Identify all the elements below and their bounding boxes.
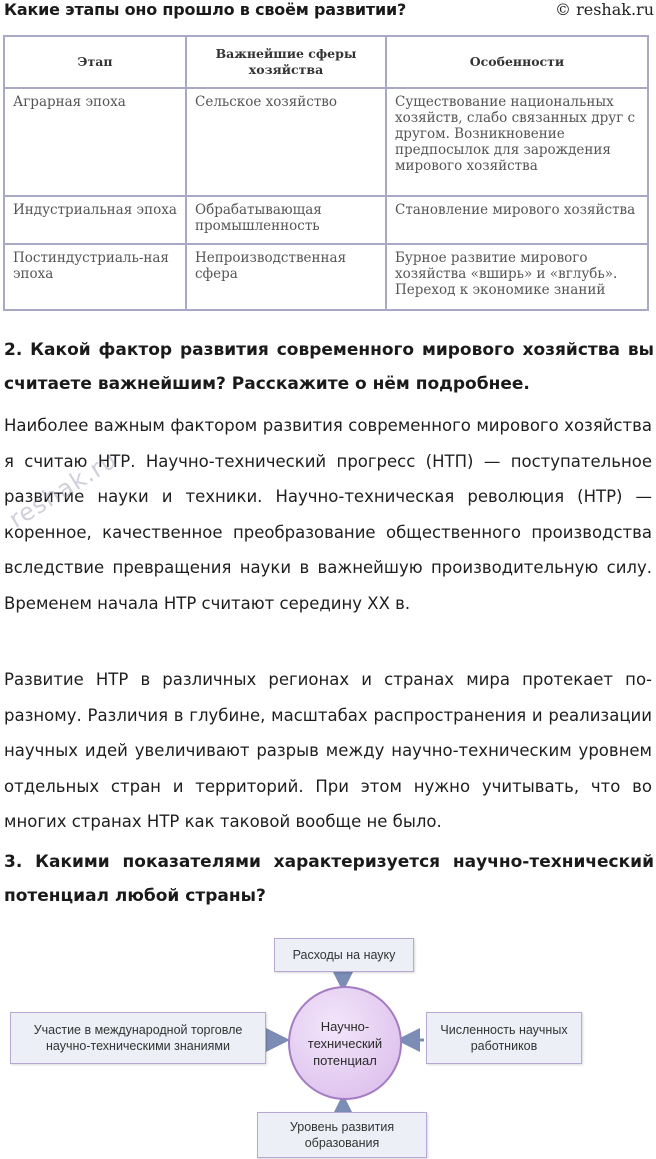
- box-trade-participation: Участие в международной торговле научно-техническими знаниями: [10, 1012, 266, 1064]
- header-features: Особенности: [386, 36, 648, 88]
- cell-features: Бурное развитие мирового хозяйства «вширь» и «вглубь». Переход к экономике знаний: [386, 244, 648, 310]
- cell-sector: Сельское хозяйство: [186, 88, 386, 196]
- cell-features: Существование национальных хозяйств, слабо связанных друг с другом. Возникновение предпосылок для зарождения мирового хозяйства: [386, 88, 648, 196]
- table-row: [4, 196, 648, 244]
- center-label: Научно-технический потенциал: [307, 1018, 383, 1068]
- cell-stage: Аграрная эпоха: [4, 88, 186, 196]
- stages-table: [3, 35, 649, 311]
- box-research-spending: Расходы на науку: [274, 938, 414, 972]
- box-education-level: Уровень развития образования: [257, 1112, 427, 1158]
- cell-features: Становление мирового хозяйства: [386, 196, 648, 244]
- cell-sector: Непроизводственная сфера: [186, 244, 386, 310]
- cell-sector: Обрабатывающая промышленность: [186, 196, 386, 244]
- table-row: [4, 244, 648, 310]
- potential-diagram: [0, 930, 656, 1159]
- cell-stage: Постиндустриаль-ная эпоха: [4, 244, 186, 310]
- header-stage: Этап: [4, 36, 186, 88]
- diagonal-watermark: reshak.ru: [4, 445, 123, 534]
- cell-stage: Индустриальная эпоха: [4, 196, 186, 244]
- answer-2-paragraph-1: Наиболее важным фактором развития современного мирового хозяйства я считаю НТР. Научно-технический прогресс (НТП) — поступательное развитие науки и техники. Научно-техническая революция (НТР) — коренное, качественное преобразование общественного производства вследствие превращения науки в важнейшую производительную силу. Временем начала НТР считают середину XX в.: [4, 416, 652, 613]
- top-line: [4, 0, 654, 24]
- table-header-row: [4, 36, 648, 88]
- question-3: 3. Какими показателями характеризуется научно-технический потенциал любой страны?: [4, 852, 654, 906]
- center-circle: [288, 986, 402, 1100]
- table-row: [4, 88, 648, 196]
- question-2: 2. Какой фактор развития современного мирового хозяйства вы считаете важнейшим? Расскажите о нём подробнее.: [4, 340, 654, 394]
- box-researchers-count: Численность научных работников: [426, 1012, 582, 1064]
- brand-watermark: © reshak.ru: [555, 0, 654, 19]
- header-sectors: Важнейшие сферы хозяйства: [186, 36, 386, 88]
- answer-2-paragraph-2: Развитие НТР в различных регионах и странах мира протекает по-разному. Различия в глубине, масштабах распространения и реализации научных идей увеличивают разрыв между научно-техническим уровнем отдельных стран и территорий. При этом нужно учитывать, что во многих странах НТР как таковой вообще не было.: [4, 670, 652, 831]
- question-1: Какие этапы оно прошло в своём развитии?: [4, 0, 407, 19]
